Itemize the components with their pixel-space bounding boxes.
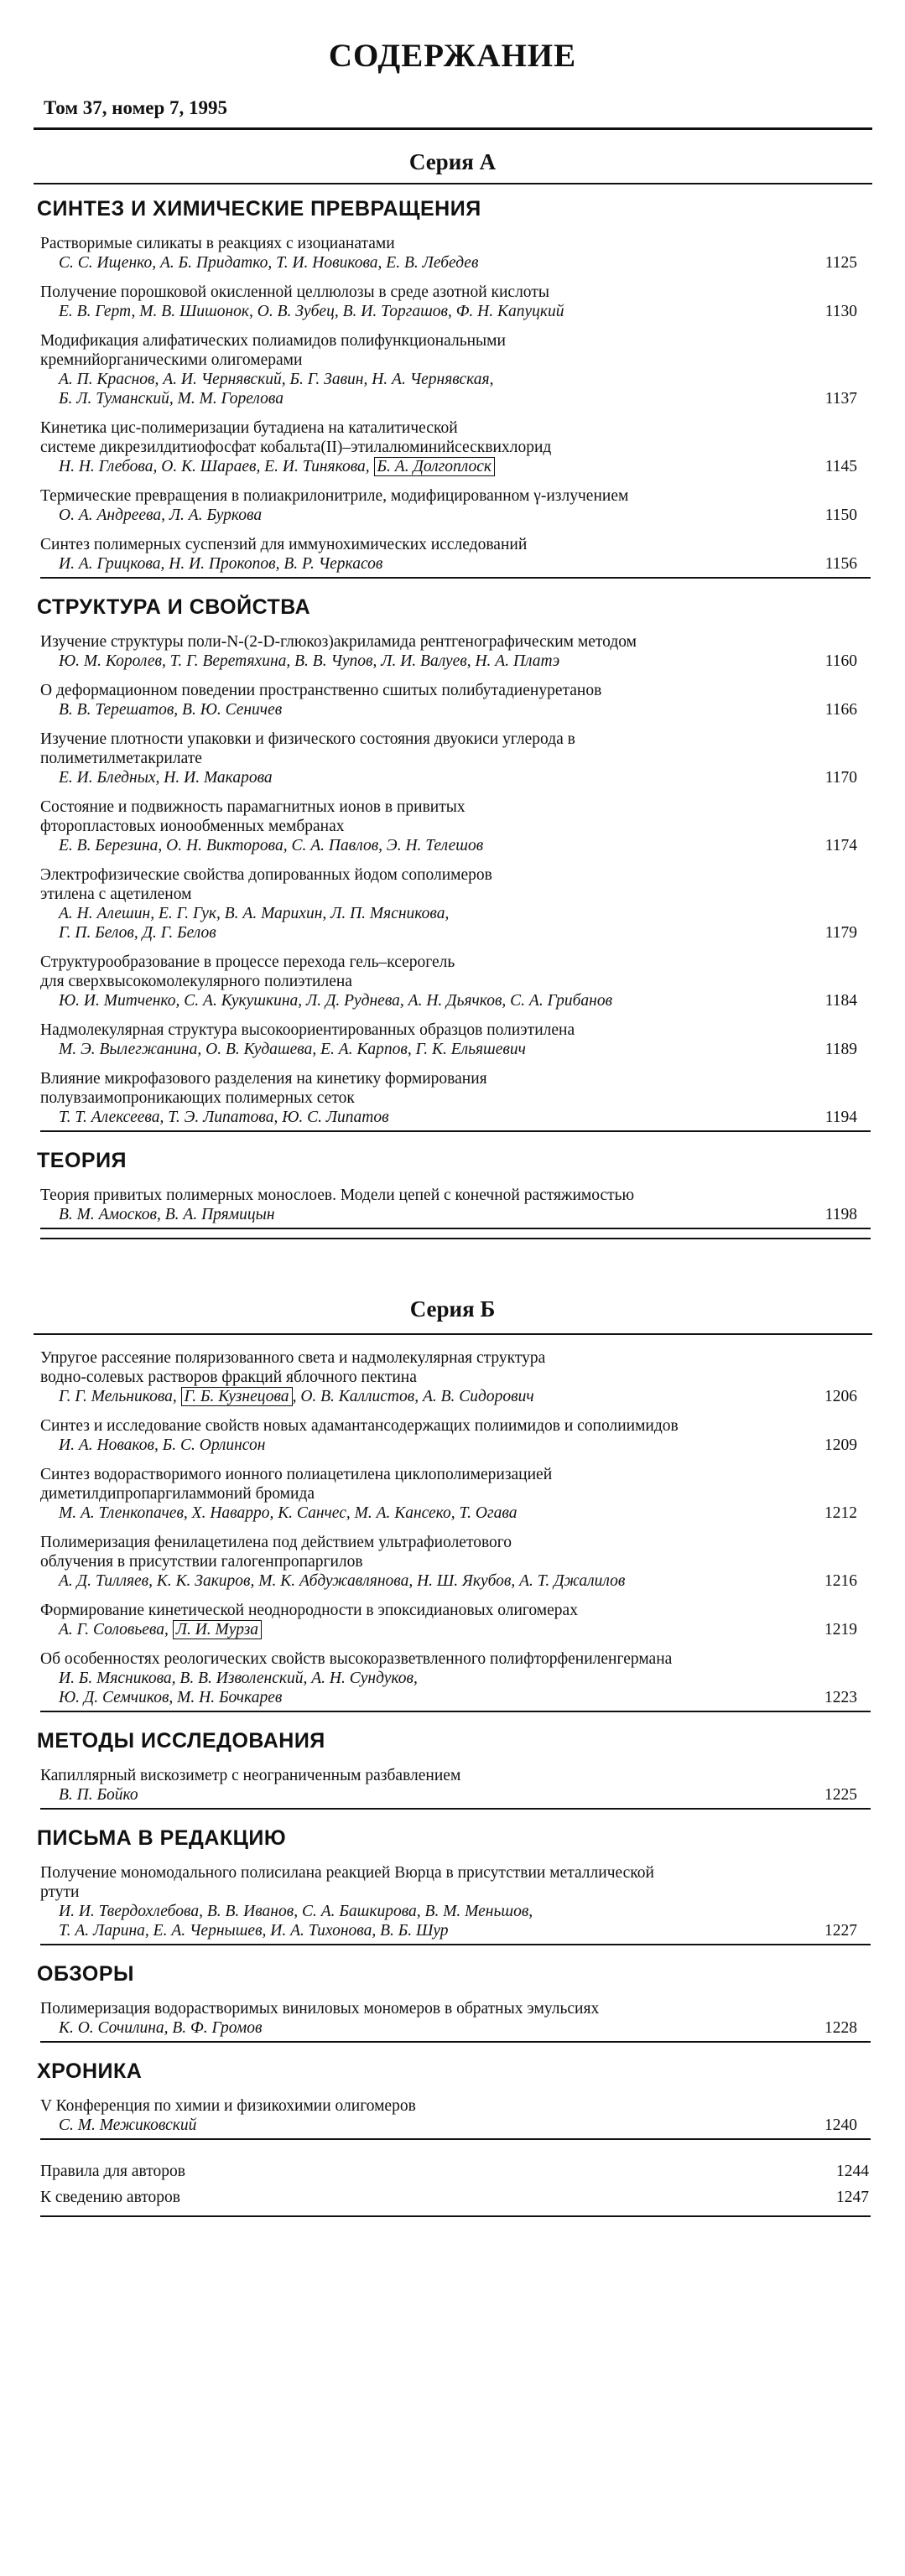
entry-page-number: 1189 — [824, 1041, 857, 1058]
section-end-rule — [40, 1238, 871, 1239]
entry-page-number: 1145 — [824, 458, 857, 475]
entry-title-line: Синтез водорастворимого ионного полиацетилена циклополимеризацией — [40, 1466, 553, 1483]
entry-page-number: 1125 — [824, 254, 857, 272]
entry-title-line: Структурообразование в процессе перехода гель–ксерогель — [40, 953, 455, 971]
entry-page-number: 1223 — [824, 1689, 857, 1706]
entry-title-line: этилена с ацетиленом — [40, 886, 192, 903]
entry-authors-line: А. Н. Алешин, Е. Г. Гук, В. А. Марихин, Л. П. Мясникова, — [59, 905, 450, 922]
entry-title-line: Изучение структуры поли-N-(2-D-глюкоз)акриламида рентгенографическим методом — [40, 633, 637, 651]
entry-title-line: Формирование кинетической неоднородности в эпоксидиановых олигомерах — [40, 1602, 578, 1619]
section-heading: СИНТЕЗ И ХИМИЧЕСКИЕ ПРЕВРАЩЕНИЯ — [37, 197, 481, 221]
entry-authors-part: А. Г. Соловьева, — [59, 1621, 173, 1639]
toc-entry — [40, 681, 869, 719]
entry-title-line: V Конференция по химии и физикохимии олигомеров — [40, 2097, 416, 2115]
entry-title-line: водно-солевых растворов фракций яблочного пектина — [40, 1368, 417, 1386]
entry-authors-part: Г. Г. Мельникова, — [59, 1388, 181, 1405]
section-heading: ТЕОРИЯ — [37, 1149, 127, 1172]
toc-entry — [40, 1533, 869, 1591]
entry-title-line: кремнийорганическими олигомерами — [40, 351, 303, 369]
entry-title-line: полиметилметакрилате — [40, 750, 202, 767]
entry-title-line: Полимеризация водорастворимых виниловых мономеров в обратных эмульсиях — [40, 2000, 600, 2018]
entry-authors-line — [40, 1620, 869, 1639]
entry-authors-line: И. А. Новаков, Б. С. Орлинсон — [59, 1436, 266, 1454]
entry-authors-line: М. Э. Вылегжанина, О. В. Кудашева, Е. А. Карпов, Г. К. Ельяшевич — [59, 1041, 526, 1058]
toc-entry — [40, 1348, 869, 1406]
entry-title-line: Влияние микрофазового разделения на кинетику формирования — [40, 1070, 487, 1088]
entry-authors-line: А. Д. Тилляев, К. К. Закиров, М. К. Абдужавлянова, Н. Ш. Якубов, А. Т. Джалилов — [59, 1572, 626, 1590]
entry-authors-line: И. Б. Мясникова, В. В. Изволенский, А. Н. Сундуков, — [59, 1670, 418, 1687]
page-title: СОДЕРЖАНИЕ — [328, 38, 577, 74]
deceased-author-box: Б. А. Долгоплоск — [374, 457, 495, 476]
header-rule — [34, 127, 872, 130]
entry-authors-line: В. М. Амосков, В. А. Прямицын — [59, 1206, 275, 1223]
toc-entry — [40, 1649, 869, 1707]
section-end-rule — [40, 1228, 871, 1229]
entry-title-line: Об особенностях реологических свойств высокоразветвленного полифторфениленгермана — [40, 1650, 673, 1668]
entry-authors-line: И. А. Грицкова, Н. И. Прокопов, В. Р. Черкасов — [59, 555, 383, 573]
toc-entry — [40, 865, 869, 943]
section-heading: СТРУКТУРА И СВОЙСТВА — [37, 595, 311, 619]
footer-item-label: Правила для авторов — [40, 2163, 185, 2180]
entry-page-number: 1227 — [824, 1922, 857, 1940]
entry-title-line: Термические превращения в полиакрилонитриле, модифицированном γ-излучением — [40, 487, 629, 505]
toc-entry — [40, 953, 869, 1010]
toc-entry — [40, 1465, 869, 1523]
entry-title-line: Упругое рассеяние поляризованного света и надмолекулярная структура — [40, 1349, 546, 1367]
toc-entry — [40, 486, 869, 525]
entry-title-line: Кинетика цис-полимеризации бутадиена на каталитической — [40, 419, 458, 437]
entry-page-number: 1156 — [824, 555, 857, 573]
toc-entry — [40, 234, 869, 273]
toc-entry — [40, 1863, 869, 1940]
section-end-rule — [40, 577, 871, 579]
entry-title-line: Капиллярный вискозиметр с неограниченным разбавлением — [40, 1767, 461, 1784]
entry-title-line: Синтез полимерных суспензий для иммунохимических исследований — [40, 536, 528, 553]
entry-page-number: 1206 — [824, 1388, 857, 1405]
entry-authors-line: Ю. М. Королев, Т. Г. Веретяхина, В. В. Чупов, Л. И. Валуев, Н. А. Платэ — [59, 652, 560, 670]
entry-authors-line — [40, 1387, 869, 1406]
entry-page-number: 1150 — [824, 506, 857, 524]
entry-authors-line: Е. В. Герт, М. В. Шишонок, О. В. Зубец, В. И. Торгашов, Ф. Н. Капуцкий — [59, 303, 564, 320]
entry-authors-line: Ю. Д. Семчиков, М. Н. Бочкарев — [59, 1689, 283, 1706]
entry-page-number: 1137 — [824, 390, 857, 408]
entry-title-line: Электрофизические свойства допированных йодом сополимеров — [40, 866, 492, 884]
entry-authors-line: И. И. Твердохлебова, В. В. Иванов, С. А. Башкирова, В. М. Меньшов, — [59, 1903, 533, 1920]
entry-authors-line: А. П. Краснов, А. И. Чернявский, Б. Г. Завин, Н. А. Чернявская, — [59, 371, 494, 388]
entry-authors-part: , О. В. Каллистов, А. В. Сидорович — [292, 1388, 534, 1405]
footer-item-label: К сведению авторов — [40, 2189, 181, 2206]
entry-page-number: 1166 — [824, 701, 857, 719]
entry-authors-line: Г. П. Белов, Д. Г. Белов — [59, 924, 216, 942]
entry-title-line: облучения в присутствии галогенпропаргилов — [40, 1553, 363, 1571]
entry-page-number: 1179 — [824, 924, 857, 942]
series-b-title: Серия Б — [409, 1296, 496, 1322]
entry-title-line: Теория привитых полимерных монослоев. Модели цепей с конечной растяжимостью — [40, 1187, 635, 1204]
toc-entry — [40, 1999, 869, 2038]
toc-entry — [40, 1069, 869, 1127]
toc-entry — [40, 331, 869, 408]
toc-entry — [40, 797, 869, 855]
toc-entry — [40, 535, 869, 574]
entry-title-line: фторопластовых ионообменных мембранах — [40, 818, 345, 835]
entry-title-line: для сверхвысокомолекулярного полиэтилена — [40, 973, 352, 990]
entry-title-line: О деформационном поведении пространственно сшитых полибутадиенуретанов — [40, 682, 602, 699]
series-a-title: Серия А — [408, 149, 497, 174]
deceased-author-box: Г. Б. Кузнецова — [181, 1387, 293, 1406]
toc-entry — [40, 1186, 869, 1224]
entry-title-line: Модификация алифатических полиамидов полифункциональными — [40, 332, 506, 350]
section-end-rule — [40, 1808, 871, 1810]
toc-entry — [40, 1766, 869, 1805]
entry-authors-line: Е. И. Бледных, Н. И. Макарова — [59, 769, 273, 787]
entry-authors-line: В. П. Бойко — [59, 1786, 138, 1804]
entry-authors-line — [40, 457, 869, 476]
footer-item-page: 1247 — [836, 2189, 869, 2206]
entry-title-line: Получение порошковой окисленной целлюлозы в среде азотной кислоты — [40, 283, 549, 301]
entry-title-line: системе дикрезилдитиофосфат кобальта(II)–этилалюминийсесквихлорид — [40, 439, 552, 456]
toc-entry — [40, 1416, 869, 1455]
section-end-rule — [40, 2041, 871, 2043]
toc-entry — [40, 2096, 869, 2135]
footer-item — [40, 2188, 871, 2207]
series-b-rule — [34, 1333, 872, 1335]
section-end-rule — [40, 2138, 871, 2140]
entry-title-line: Состояние и подвижность парамагнитных ионов в привитых — [40, 798, 466, 816]
series-a-rule — [34, 183, 872, 184]
entry-authors-line: Е. В. Березина, О. Н. Викторова, С. А. Павлов, Э. Н. Телешов — [59, 837, 484, 854]
toc-entry — [40, 632, 869, 671]
entry-title-line: Полимеризация фенилацетилена под действием ультрафиолетового — [40, 1534, 512, 1551]
entry-title-line: Изучение плотности упаковки и физического состояния двуокиси углерода в — [40, 730, 575, 748]
entry-authors-line: С. С. Ищенко, А. Б. Придатко, Т. И. Новикова, Е. В. Лебедев — [59, 254, 479, 272]
entry-page-number: 1216 — [824, 1572, 857, 1590]
entry-page-number: 1240 — [824, 2116, 857, 2134]
entry-page-number: 1228 — [824, 2019, 857, 2037]
entry-authors-line: О. А. Андреева, Л. А. Буркова — [59, 506, 263, 524]
entry-page-number: 1170 — [824, 769, 857, 787]
entry-page-number: 1174 — [824, 837, 857, 854]
toc-entry — [40, 1021, 869, 1059]
deceased-author-box: Л. И. Мурза — [173, 1620, 262, 1639]
entry-page-number: 1194 — [824, 1109, 857, 1126]
entry-title-line: диметилдипропаргиламмоний бромида — [40, 1485, 315, 1503]
section-end-rule — [40, 1130, 871, 1132]
toc-entry — [40, 1601, 869, 1639]
entry-title-line: ртути — [40, 1883, 80, 1901]
entry-authors-line: К. О. Сочилина, В. Ф. Громов — [59, 2019, 263, 2037]
entry-title-line: Надмолекулярная структура высокоориентированных образцов полиэтилена — [40, 1021, 575, 1039]
section-end-rule — [40, 2215, 871, 2217]
entry-page-number: 1219 — [824, 1621, 857, 1639]
section-end-rule — [40, 1944, 871, 1945]
entry-authors-line: Б. Л. Туманский, М. М. Горелова — [59, 390, 283, 408]
footer-item — [40, 2162, 871, 2181]
entry-authors-line: М. А. Тленкопачев, Х. Наварро, К. Санчес, М. А. Кансеко, Т. Огава — [59, 1504, 518, 1522]
entry-authors-line: Т. Т. Алексеева, Т. Э. Липатова, Ю. С. Липатов — [59, 1109, 389, 1126]
toc-entry — [40, 283, 869, 321]
section-heading: ПИСЬМА В РЕДАКЦИЮ — [37, 1826, 287, 1850]
entry-page-number: 1130 — [824, 303, 857, 320]
entry-title-line: Растворимые силикаты в реакциях с изоцианатами — [40, 235, 395, 252]
entry-authors-line: Т. А. Ларина, Е. А. Чернышев, И. А. Тихонова, В. Б. Шур — [59, 1922, 449, 1940]
entry-title-line: полувзаимопроникающих полимерных сеток — [40, 1089, 355, 1107]
entry-page-number: 1160 — [824, 652, 857, 670]
toc-entry — [40, 418, 869, 476]
entry-authors-line: Ю. И. Митченко, С. А. Кукушкина, Л. Д. Руднева, А. Н. Дьячков, С. А. Грибанов — [59, 992, 613, 1010]
entry-title-line: Синтез и исследование свойств новых адамантансодержащих полиимидов и сополиимидов — [40, 1417, 679, 1435]
entry-page-number: 1184 — [824, 992, 857, 1010]
entry-page-number: 1225 — [824, 1786, 857, 1804]
volume-info: Том 37, номер 7, 1995 — [44, 97, 228, 118]
footer-item-page: 1244 — [836, 2163, 869, 2180]
entry-page-number: 1212 — [824, 1504, 857, 1522]
entry-page-number: 1198 — [824, 1206, 857, 1223]
entry-authors-line: С. М. Межиковский — [59, 2116, 197, 2134]
section-end-rule — [40, 1711, 871, 1712]
entry-title-line: Получение мономодального полисилана реакцией Вюрца в присутствии металлической — [40, 1864, 654, 1882]
section-heading: МЕТОДЫ ИССЛЕДОВАНИЯ — [37, 1729, 325, 1753]
entry-page-number: 1209 — [824, 1436, 857, 1454]
toc-entry — [40, 730, 869, 787]
entry-authors-part: Н. Н. Глебова, О. К. Шараев, Е. И. Тинякова, — [59, 458, 374, 475]
entry-authors-line: В. В. Терешатов, В. Ю. Сеничев — [59, 701, 283, 719]
section-heading: ОБЗОРЫ — [37, 1962, 135, 1986]
section-heading: ХРОНИКА — [37, 2059, 143, 2083]
